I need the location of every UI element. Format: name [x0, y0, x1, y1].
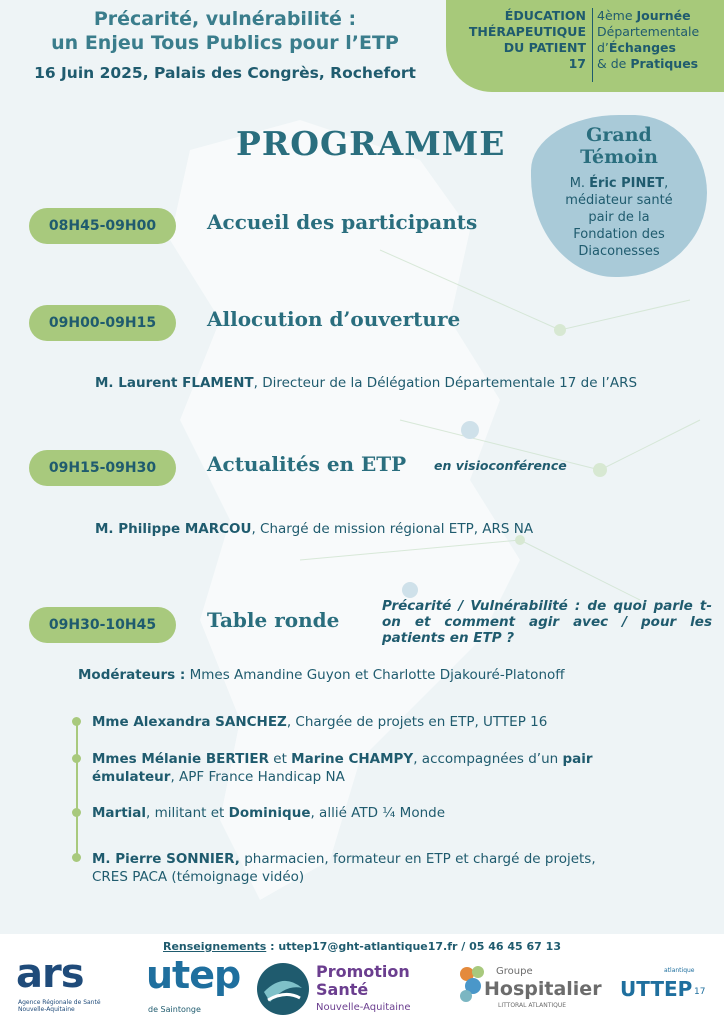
- badge-left-line: 17: [568, 56, 586, 71]
- badge-text-bold: Pratiques: [630, 56, 699, 71]
- grand-temoin-title: Témoin: [580, 146, 658, 168]
- panelist-name: Martial: [92, 805, 147, 821]
- promotion-sante-text: Santé: [316, 980, 369, 999]
- speaker-line: [95, 521, 533, 537]
- badge-right-line: [597, 40, 724, 56]
- contact-sep: :: [266, 940, 279, 953]
- grand-temoin-line: [531, 175, 707, 192]
- time-pill: 09H00-09H15: [29, 305, 176, 341]
- panelist-role: , Chargée de projets en ETP, UTTEP 16: [286, 714, 548, 730]
- grand-temoin-line: Diaconesses: [578, 244, 660, 259]
- promotion-sante-icon: [256, 962, 310, 1016]
- groupe-hospitalier-logo: [458, 960, 602, 1018]
- badge-right-line: [597, 8, 724, 24]
- panel-item-cont: CRES PACA (témoignage vidéo): [92, 869, 305, 885]
- grand-temoin-text: [531, 175, 707, 260]
- badge-etp: [446, 8, 586, 72]
- badge-text: 4ème: [597, 8, 637, 23]
- time-pill: 09H15-09H30: [29, 450, 176, 486]
- uttep-logo-num: 17: [694, 987, 706, 997]
- moderators-line: [78, 667, 565, 683]
- badge-divider: [592, 8, 593, 82]
- groupe-hospitalier-text: Hospitalier: [484, 978, 602, 1000]
- contact-info[interactable]: uttep17@ght-atlantique17.fr / 05 46 45 67 13: [278, 940, 561, 953]
- time-pill: 08H45-09H00: [29, 208, 176, 244]
- badge-text: d’: [597, 40, 609, 55]
- panelist-role: , APF France Handicap NA: [170, 769, 345, 785]
- session-title: Allocution d’ouverture: [207, 307, 461, 331]
- badge-left-line: ÉDUCATION: [504, 8, 586, 23]
- uttep-logo-arc: atlantique: [664, 967, 695, 974]
- grand-temoin-line: médiateur santé: [565, 193, 673, 208]
- panel-timeline: [76, 718, 78, 858]
- grand-temoin-name: Éric PINET: [589, 176, 665, 191]
- ars-logo-sub: Agence Régionale de Santé: [18, 999, 101, 1006]
- promotion-sante-text: Promotion: [316, 962, 410, 981]
- panelist-keyword: émulateur: [92, 769, 171, 785]
- badge-text-bold: Journée: [636, 8, 691, 23]
- panelist-role: , militant et: [146, 805, 229, 821]
- badge-journee: [597, 8, 724, 72]
- grand-temoin-comma: ,: [664, 176, 669, 191]
- uttep-logo: [618, 965, 718, 1015]
- uttep-logo-text: UTTEP: [620, 977, 693, 1001]
- panelist-role: pharmacien, formateur en ETP et chargé de projets,: [239, 851, 596, 867]
- panelist-keyword: pair: [562, 751, 593, 767]
- panel-item-cont: [92, 769, 345, 785]
- utep-logo-text: utep: [146, 953, 241, 997]
- event-title-line1: Précarité, vulnérabilité :: [93, 8, 357, 30]
- bullet-dot: [72, 853, 81, 862]
- panelist-name: Marine CHAMPY: [291, 751, 414, 767]
- ars-logo: [16, 951, 136, 1015]
- badge-right-line: Départementale: [597, 24, 700, 39]
- speaker-role: , Directeur de la Délégation Départementale 17 de l’ARS: [253, 375, 638, 391]
- bullet-dot: [72, 717, 81, 726]
- panelist-role: , accompagnées d’un: [413, 751, 563, 767]
- contact-label: Renseignements: [163, 940, 267, 953]
- panel-item: [92, 851, 596, 867]
- event-badge: [446, 0, 724, 92]
- session-title: Table ronde: [207, 608, 340, 632]
- moderators-text: Mmes Amandine Guyon et Charlotte Djakouré-Platonoff: [185, 667, 565, 683]
- promotion-sante-sub: Nouvelle-Aquitaine: [316, 1002, 411, 1013]
- session-title: Actualités en ETP: [207, 452, 407, 476]
- ars-logo-sub: Nouvelle-Aquitaine: [18, 1006, 75, 1013]
- speaker-name: M. Laurent FLAMENT: [95, 375, 254, 391]
- panel-item: [92, 805, 445, 821]
- panelist-name: M. Pierre SONNIER,: [92, 851, 240, 867]
- panel-item: [92, 714, 547, 730]
- badge-text: & de: [597, 56, 631, 71]
- round-table-question: Précarité / Vulnérabilité : de quoi parle t-on et comment agir avec / pour les patients en ETP ?: [382, 598, 712, 646]
- event-date-place: 16 Juin 2025, Palais des Congrès, Rochefort: [34, 64, 416, 82]
- speaker-role: , Chargé de mission régional ETP, ARS NA: [251, 521, 534, 537]
- bullet-dot: [72, 808, 81, 817]
- promotion-sante-logo: [256, 960, 436, 1020]
- contact-line: [0, 940, 724, 953]
- grand-temoin-line: Fondation des: [573, 227, 665, 242]
- speaker-line: [95, 375, 637, 391]
- event-title-line2: un Enjeu Tous Publics pour l’ETP: [51, 32, 399, 54]
- speaker-name: M. Philippe MARCOU: [95, 521, 252, 537]
- groupe-hospitalier-sub: LITTORAL ATLANTIQUE: [498, 1002, 567, 1009]
- badge-left-line: THÉRAPEUTIQUE: [468, 24, 586, 39]
- bullet-dot: [72, 754, 81, 763]
- time-pill: 09H30-10H45: [29, 607, 176, 643]
- panel-item: [92, 751, 593, 767]
- panelist-role: , allié ATD ¼ Monde: [310, 805, 446, 821]
- groupe-hospitalier-text: Groupe: [496, 966, 533, 977]
- panelist-name: Mmes Mélanie BERTIER: [92, 751, 269, 767]
- session-title: Accueil des participants: [207, 210, 478, 234]
- panelist-name: Mme Alexandra SANCHEZ: [92, 714, 287, 730]
- grand-temoin-title: Grand: [586, 124, 652, 146]
- badge-left-line: DU PATIENT: [503, 40, 586, 55]
- grand-temoin-prefix: M.: [569, 176, 590, 191]
- badge-right-line: [597, 56, 724, 72]
- panelist-join: et: [268, 751, 292, 767]
- session-note: en visioconférence: [434, 458, 567, 473]
- ars-logo-text: ars: [16, 951, 84, 997]
- panelist-name: Dominique: [228, 805, 311, 821]
- utep-logo: [146, 953, 241, 1017]
- page-title: PROGRAMME: [236, 124, 506, 163]
- utep-logo-sub: de Saintonge: [148, 1005, 201, 1014]
- badge-text-bold: Échanges: [608, 40, 676, 55]
- moderators-label: Modérateurs :: [78, 667, 186, 683]
- grand-temoin-line: pair de la: [588, 210, 650, 225]
